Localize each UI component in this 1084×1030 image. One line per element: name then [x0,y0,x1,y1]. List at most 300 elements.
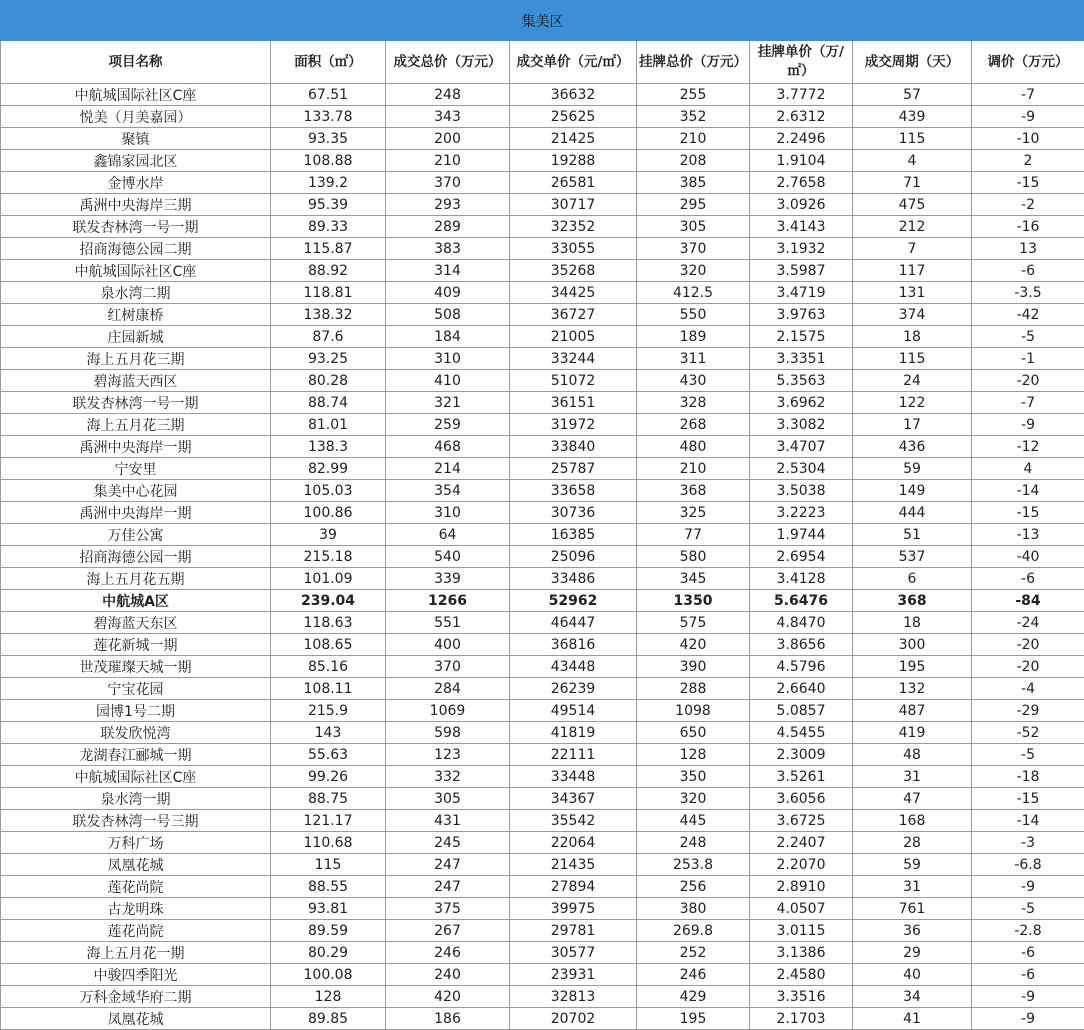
cell-deal-unit: 51072 [510,370,637,392]
cell-area: 215.9 [271,700,386,722]
cell-price-adjust: -1 [972,348,1084,370]
cell-deal-cycle: 48 [853,744,972,766]
cell-project-name: 中航城国际社区C座 [1,766,271,788]
cell-area: 139.2 [271,172,386,194]
cell-deal-unit: 20702 [510,1008,637,1030]
cell-area: 80.29 [271,942,386,964]
cell-deal-cycle: 18 [853,612,972,634]
cell-area: 138.3 [271,436,386,458]
cell-area: 118.81 [271,282,386,304]
title-row [1,1,1084,41]
cell-list-unit: 3.5987 [750,260,853,282]
cell-price-adjust: -5 [972,326,1084,348]
cell-deal-cycle: 132 [853,678,972,700]
cell-list-total: 252 [637,942,750,964]
cell-deal-unit: 23931 [510,964,637,986]
cell-deal-unit: 26239 [510,678,637,700]
cell-price-adjust: -9 [972,414,1084,436]
cell-deal-unit: 31972 [510,414,637,436]
header-price-adjust: 调价（万元） [972,41,1084,84]
cell-deal-cycle: 57 [853,84,972,106]
cell-project-name: 万科广场 [1,832,271,854]
cell-deal-total: 214 [386,458,510,480]
cell-price-adjust: -24 [972,612,1084,634]
cell-list-unit: 2.3009 [750,744,853,766]
cell-deal-total: 210 [386,150,510,172]
table-row [1,326,1084,348]
cell-deal-cycle: 7 [853,238,972,260]
cell-price-adjust: 2 [972,150,1084,172]
cell-project-name: 禹洲中央海岸一期 [1,502,271,524]
cell-deal-cycle: 195 [853,656,972,678]
cell-project-name: 海上五月花五期 [1,568,271,590]
table-row [1,348,1084,370]
cell-deal-cycle: 31 [853,876,972,898]
cell-deal-cycle: 47 [853,788,972,810]
cell-deal-unit: 33840 [510,436,637,458]
cell-deal-cycle: 4 [853,150,972,172]
cell-list-total: 128 [637,744,750,766]
cell-list-total: 1098 [637,700,750,722]
cell-deal-total: 267 [386,920,510,942]
table-row [1,744,1084,766]
cell-deal-cycle: 444 [853,502,972,524]
cell-area: 108.11 [271,678,386,700]
cell-list-unit: 3.4707 [750,436,853,458]
cell-area: 89.59 [271,920,386,942]
cell-project-name: 莲花尚院 [1,876,271,898]
cell-list-unit: 2.4580 [750,964,853,986]
cell-price-adjust: -9 [972,1008,1084,1030]
cell-deal-cycle: 18 [853,326,972,348]
cell-area: 93.81 [271,898,386,920]
cell-deal-total: 400 [386,634,510,656]
cell-list-total: 1350 [637,590,750,612]
cell-list-total: 445 [637,810,750,832]
cell-price-adjust: -15 [972,788,1084,810]
cell-area: 95.39 [271,194,386,216]
cell-project-name: 联发欣悦湾 [1,722,271,744]
cell-deal-unit: 46447 [510,612,637,634]
cell-price-adjust: -20 [972,370,1084,392]
cell-deal-total: 259 [386,414,510,436]
cell-area: 105.03 [271,480,386,502]
cell-price-adjust: -6 [972,942,1084,964]
cell-deal-total: 240 [386,964,510,986]
table-row [1,436,1084,458]
cell-deal-cycle: 436 [853,436,972,458]
cell-price-adjust: -14 [972,810,1084,832]
cell-list-total: 268 [637,414,750,436]
cell-project-name: 龙湖春江郦城一期 [1,744,271,766]
cell-area: 239.04 [271,590,386,612]
cell-project-name: 万科金域华府二期 [1,986,271,1008]
cell-deal-cycle: 439 [853,106,972,128]
cell-area: 215.18 [271,546,386,568]
cell-list-unit: 3.7772 [750,84,853,106]
cell-deal-unit: 25625 [510,106,637,128]
cell-list-total: 345 [637,568,750,590]
cell-deal-cycle: 115 [853,348,972,370]
cell-list-unit: 4.5455 [750,722,853,744]
cell-list-unit: 4.5796 [750,656,853,678]
cell-price-adjust: -12 [972,436,1084,458]
cell-list-unit: 2.1575 [750,326,853,348]
cell-deal-unit: 33658 [510,480,637,502]
cell-area: 143 [271,722,386,744]
cell-area: 100.86 [271,502,386,524]
cell-deal-unit: 25787 [510,458,637,480]
cell-deal-cycle: 419 [853,722,972,744]
cell-area: 108.88 [271,150,386,172]
header-deal-cycle: 成交周期（天） [853,41,972,84]
cell-area: 82.99 [271,458,386,480]
cell-list-total: 256 [637,876,750,898]
cell-price-adjust: -29 [972,700,1084,722]
header-project-name: 项目名称 [1,41,271,84]
cell-price-adjust: -42 [972,304,1084,326]
cell-list-total: 189 [637,326,750,348]
cell-project-name: 古龙明珠 [1,898,271,920]
cell-deal-cycle: 212 [853,216,972,238]
table-row [1,304,1084,326]
cell-project-name: 红树康桥 [1,304,271,326]
table-row [1,568,1084,590]
table-row [1,854,1084,876]
cell-project-name: 海上五月花三期 [1,414,271,436]
cell-list-unit: 5.0857 [750,700,853,722]
cell-deal-total: 245 [386,832,510,854]
table-row [1,678,1084,700]
cell-deal-total: 1266 [386,590,510,612]
cell-deal-unit: 21435 [510,854,637,876]
table-row [1,700,1084,722]
cell-list-total: 370 [637,238,750,260]
cell-deal-total: 247 [386,876,510,898]
cell-area: 115.87 [271,238,386,260]
cell-project-name: 莲花新城一期 [1,634,271,656]
cell-price-adjust: -5 [972,744,1084,766]
cell-area: 93.35 [271,128,386,150]
cell-area: 80.28 [271,370,386,392]
cell-deal-total: 332 [386,766,510,788]
cell-list-unit: 3.0115 [750,920,853,942]
cell-area: 118.63 [271,612,386,634]
cell-deal-unit: 29781 [510,920,637,942]
cell-deal-cycle: 31 [853,766,972,788]
cell-project-name: 集美中心花园 [1,480,271,502]
cell-list-unit: 3.4128 [750,568,853,590]
cell-project-name: 联发杏林湾一号一期 [1,216,271,238]
table-row [1,832,1084,854]
table-row [1,84,1084,106]
cell-project-name: 禹洲中央海岸一期 [1,436,271,458]
table-row [1,634,1084,656]
cell-price-adjust: -9 [972,986,1084,1008]
table-row [1,656,1084,678]
cell-area: 108.65 [271,634,386,656]
cell-deal-total: 420 [386,986,510,1008]
cell-deal-total: 293 [386,194,510,216]
cell-price-adjust: -15 [972,502,1084,524]
cell-project-name: 宁安里 [1,458,271,480]
cell-deal-unit: 32813 [510,986,637,1008]
cell-project-name: 招商海德公园二期 [1,238,271,260]
cell-list-unit: 3.0926 [750,194,853,216]
cell-list-unit: 2.1703 [750,1008,853,1030]
cell-deal-unit: 19288 [510,150,637,172]
cell-list-total: 320 [637,260,750,282]
cell-deal-total: 310 [386,348,510,370]
cell-list-unit: 2.2070 [750,854,853,876]
header-deal-total: 成交总价（万元） [386,41,510,84]
cell-deal-unit: 22111 [510,744,637,766]
cell-deal-total: 305 [386,788,510,810]
table-row [1,766,1084,788]
cell-list-unit: 4.0507 [750,898,853,920]
cell-list-total: 253.8 [637,854,750,876]
cell-deal-unit: 21005 [510,326,637,348]
cell-list-total: 380 [637,898,750,920]
cell-area: 99.26 [271,766,386,788]
table-row [1,106,1084,128]
cell-deal-total: 468 [386,436,510,458]
cell-area: 133.78 [271,106,386,128]
cell-project-name: 悦美（月美嘉园） [1,106,271,128]
cell-project-name: 园博1号二期 [1,700,271,722]
cell-list-unit: 1.9104 [750,150,853,172]
cell-price-adjust: -7 [972,84,1084,106]
table-row [1,172,1084,194]
table-row [1,370,1084,392]
cell-project-name: 联发杏林湾一号三期 [1,810,271,832]
header-row [1,41,1084,84]
cell-list-unit: 2.6954 [750,546,853,568]
cell-deal-total: 284 [386,678,510,700]
cell-price-adjust: 4 [972,458,1084,480]
cell-list-total: 295 [637,194,750,216]
cell-deal-unit: 36816 [510,634,637,656]
table-row [1,964,1084,986]
cell-deal-cycle: 368 [853,590,972,612]
cell-list-unit: 3.3082 [750,414,853,436]
cell-list-total: 575 [637,612,750,634]
cell-deal-total: 289 [386,216,510,238]
cell-project-name: 联发杏林湾一号一期 [1,392,271,414]
table-row [1,590,1084,612]
cell-list-unit: 3.4719 [750,282,853,304]
cell-project-name: 凤凰花城 [1,1008,271,1030]
cell-area: 89.33 [271,216,386,238]
cell-list-total: 269.8 [637,920,750,942]
cell-list-total: 430 [637,370,750,392]
cell-area: 110.68 [271,832,386,854]
header-list-total: 挂牌总价（万元） [637,41,750,84]
table-row [1,392,1084,414]
cell-list-total: 255 [637,84,750,106]
cell-area: 87.6 [271,326,386,348]
cell-deal-total: 370 [386,656,510,678]
cell-deal-unit: 22064 [510,832,637,854]
cell-list-total: 550 [637,304,750,326]
cell-price-adjust: -20 [972,656,1084,678]
cell-list-total: 210 [637,458,750,480]
cell-price-adjust: -15 [972,172,1084,194]
cell-deal-cycle: 51 [853,524,972,546]
table-row [1,194,1084,216]
cell-deal-cycle: 168 [853,810,972,832]
cell-area: 101.09 [271,568,386,590]
table-row [1,986,1084,1008]
cell-project-name: 万佳公寓 [1,524,271,546]
cell-deal-unit: 36632 [510,84,637,106]
cell-deal-unit: 30717 [510,194,637,216]
cell-area: 67.51 [271,84,386,106]
cell-deal-total: 184 [386,326,510,348]
cell-deal-unit: 25096 [510,546,637,568]
cell-deal-unit: 49514 [510,700,637,722]
cell-project-name: 宁宝花园 [1,678,271,700]
cell-list-unit: 3.4143 [750,216,853,238]
cell-project-name: 海上五月花三期 [1,348,271,370]
cell-project-name: 中航城A区 [1,590,271,612]
cell-deal-total: 200 [386,128,510,150]
cell-area: 55.63 [271,744,386,766]
cell-deal-cycle: 40 [853,964,972,986]
cell-deal-total: 370 [386,172,510,194]
cell-list-unit: 3.9763 [750,304,853,326]
table-row [1,722,1084,744]
district-title: 集美区 [1,1,1084,41]
cell-deal-total: 339 [386,568,510,590]
cell-deal-unit: 36727 [510,304,637,326]
table-row [1,612,1084,634]
cell-price-adjust: -6 [972,568,1084,590]
cell-list-unit: 3.6725 [750,810,853,832]
cell-price-adjust: -14 [972,480,1084,502]
cell-deal-unit: 16385 [510,524,637,546]
cell-area: 88.92 [271,260,386,282]
cell-project-name: 莲花尚院 [1,920,271,942]
header-area: 面积（㎡） [271,41,386,84]
cell-deal-total: 310 [386,502,510,524]
cell-deal-total: 431 [386,810,510,832]
cell-deal-cycle: 149 [853,480,972,502]
cell-project-name: 世茂璀璨天城一期 [1,656,271,678]
cell-list-total: 368 [637,480,750,502]
cell-deal-unit: 30577 [510,942,637,964]
cell-list-total: 320 [637,788,750,810]
cell-deal-cycle: 34 [853,986,972,1008]
cell-project-name: 泉水湾一期 [1,788,271,810]
cell-list-total: 325 [637,502,750,524]
header-deal-unit: 成交单价（元/㎡） [510,41,637,84]
cell-project-name: 海上五月花一期 [1,942,271,964]
cell-deal-cycle: 29 [853,942,972,964]
cell-deal-cycle: 115 [853,128,972,150]
cell-price-adjust: -16 [972,216,1084,238]
cell-project-name: 禹洲中央海岸三期 [1,194,271,216]
cell-price-adjust: -2 [972,194,1084,216]
cell-price-adjust: -40 [972,546,1084,568]
cell-list-total: 420 [637,634,750,656]
cell-deal-unit: 43448 [510,656,637,678]
cell-price-adjust: -6.8 [972,854,1084,876]
cell-deal-unit: 34425 [510,282,637,304]
cell-deal-cycle: 6 [853,568,972,590]
cell-area: 121.17 [271,810,386,832]
cell-deal-cycle: 24 [853,370,972,392]
cell-price-adjust: -10 [972,128,1084,150]
cell-list-unit: 3.3351 [750,348,853,370]
table-row [1,1008,1084,1030]
cell-list-total: 311 [637,348,750,370]
cell-list-unit: 2.5304 [750,458,853,480]
cell-price-adjust: -5 [972,898,1084,920]
cell-list-total: 429 [637,986,750,1008]
cell-list-unit: 3.2223 [750,502,853,524]
table-row [1,414,1084,436]
cell-project-name: 庄园新城 [1,326,271,348]
cell-list-unit: 2.6640 [750,678,853,700]
cell-list-total: 195 [637,1008,750,1030]
cell-deal-unit: 41819 [510,722,637,744]
cell-list-unit: 1.9744 [750,524,853,546]
cell-price-adjust: -6 [972,260,1084,282]
cell-deal-cycle: 300 [853,634,972,656]
cell-list-total: 288 [637,678,750,700]
cell-deal-unit: 30736 [510,502,637,524]
cell-price-adjust: -3.5 [972,282,1084,304]
cell-price-adjust: -4 [972,678,1084,700]
cell-price-adjust: -18 [972,766,1084,788]
cell-deal-unit: 35268 [510,260,637,282]
cell-deal-unit: 39975 [510,898,637,920]
cell-area: 128 [271,986,386,1008]
table-row [1,150,1084,172]
cell-price-adjust: -13 [972,524,1084,546]
cell-area: 88.74 [271,392,386,414]
cell-list-unit: 3.6056 [750,788,853,810]
cell-area: 81.01 [271,414,386,436]
cell-project-name: 聚镇 [1,128,271,150]
table-row [1,920,1084,942]
cell-deal-total: 508 [386,304,510,326]
cell-deal-cycle: 761 [853,898,972,920]
cell-price-adjust: -9 [972,876,1084,898]
cell-price-adjust: -7 [972,392,1084,414]
cell-deal-unit: 21425 [510,128,637,150]
table-row [1,216,1084,238]
cell-list-unit: 2.8910 [750,876,853,898]
cell-price-adjust: -84 [972,590,1084,612]
table-row [1,282,1084,304]
cell-deal-unit: 52962 [510,590,637,612]
cell-project-name: 中骏四季阳光 [1,964,271,986]
cell-deal-unit: 32352 [510,216,637,238]
cell-list-total: 650 [637,722,750,744]
cell-deal-total: 248 [386,84,510,106]
cell-list-unit: 3.3516 [750,986,853,1008]
cell-deal-cycle: 71 [853,172,972,194]
cell-price-adjust: -9 [972,106,1084,128]
cell-deal-cycle: 475 [853,194,972,216]
cell-price-adjust: -2.8 [972,920,1084,942]
cell-deal-cycle: 36 [853,920,972,942]
cell-list-unit: 2.7658 [750,172,853,194]
cell-area: 115 [271,854,386,876]
cell-deal-unit: 33055 [510,238,637,260]
